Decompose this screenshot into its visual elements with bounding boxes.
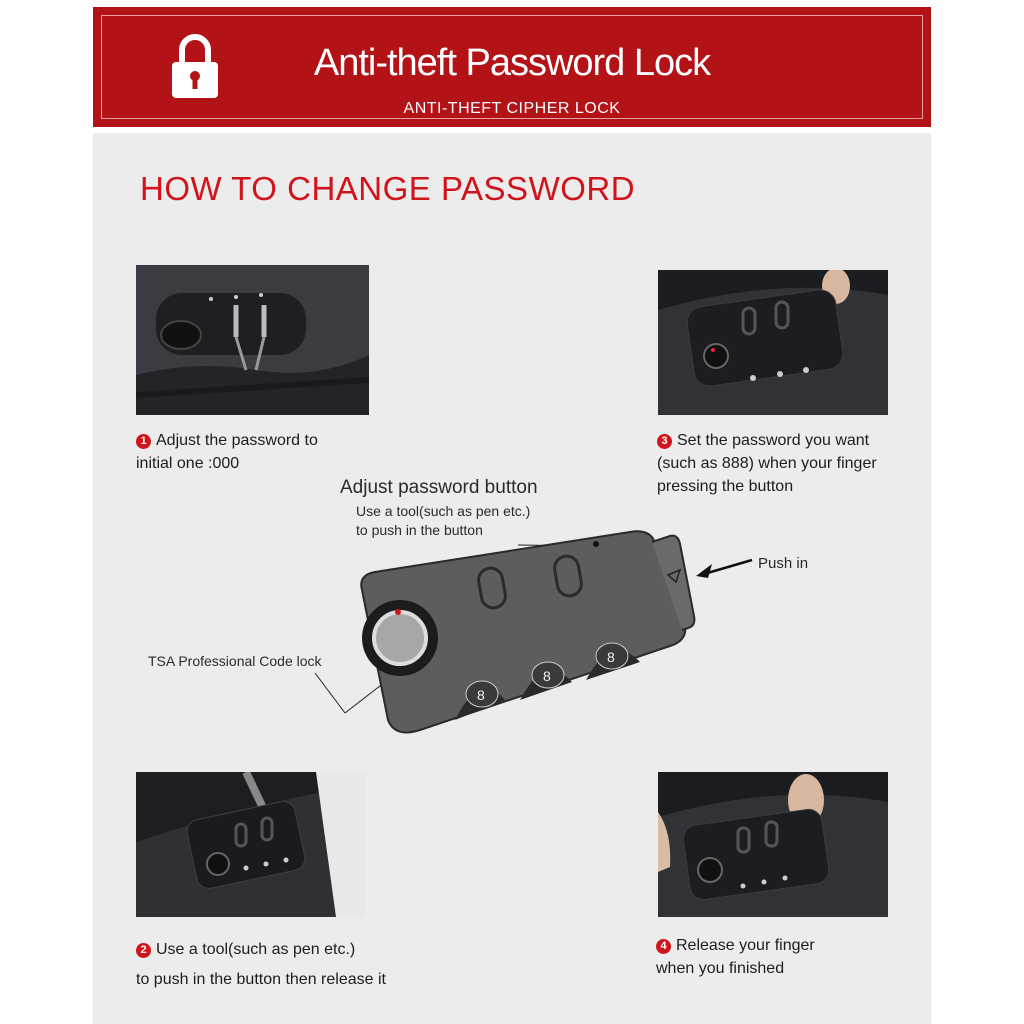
step-3-line1: Set the password you want xyxy=(677,432,870,449)
step-2-line1: Use a tool(such as pen etc.) xyxy=(156,941,356,958)
tsa-leader-line-2 xyxy=(345,682,385,713)
banner-subtitle: ANTI-THEFT CIPHER LOCK xyxy=(403,100,621,117)
step-2-number: 2 xyxy=(136,943,151,958)
step-3-caption xyxy=(657,429,877,498)
push-arrow-shaft xyxy=(704,560,752,574)
banner-border xyxy=(101,15,923,119)
banner-title: Anti-theft Password Lock xyxy=(313,42,711,84)
step-4-line1: Release your finger xyxy=(676,937,815,954)
step-3-number: 3 xyxy=(657,434,672,449)
push-in-label: Push in xyxy=(758,555,809,572)
dial-2-digit: 8 xyxy=(543,668,551,684)
step-2-line2: to push in the button then release it xyxy=(136,971,386,988)
step-1-line2: initial one :000 xyxy=(136,455,240,472)
adjust-button-note1: Use a tool(such as pen etc.) xyxy=(356,503,531,519)
tsa-label: TSA Professional Code lock xyxy=(148,653,322,669)
tsa-keyhole-inner xyxy=(374,612,426,664)
step-1-line1: Adjust the password to xyxy=(156,432,318,449)
tsa-leader-line xyxy=(315,673,345,713)
adjust-button-title: Adjust password button xyxy=(340,477,538,498)
page-heading: HOW TO CHANGE PASSWORD xyxy=(140,170,636,207)
dial-1-digit: 8 xyxy=(477,687,485,703)
step-2-caption xyxy=(136,935,386,995)
step-4-line2: when you finished xyxy=(656,960,785,977)
step-3-photo xyxy=(658,270,888,415)
step-3-line3: pressing the button xyxy=(657,478,794,495)
lock-diagram xyxy=(300,520,780,750)
adjust-button-hole xyxy=(593,541,599,547)
adjust-button-note2: to push in the button xyxy=(356,522,483,538)
step-4-number: 4 xyxy=(656,939,671,954)
step-4-caption xyxy=(656,934,815,980)
push-arrow-icon xyxy=(696,564,712,578)
step-2-photo xyxy=(136,772,366,917)
step-4-photo xyxy=(658,772,888,917)
header-banner xyxy=(93,7,931,127)
step-1-number: 1 xyxy=(136,434,151,449)
tsa-indicator-icon xyxy=(395,609,401,615)
step-3-line2: (such as 888) when your finger xyxy=(657,455,877,472)
step-1-photo xyxy=(136,265,369,415)
step-1-caption xyxy=(136,429,318,475)
dial-3-digit: 8 xyxy=(607,649,615,665)
